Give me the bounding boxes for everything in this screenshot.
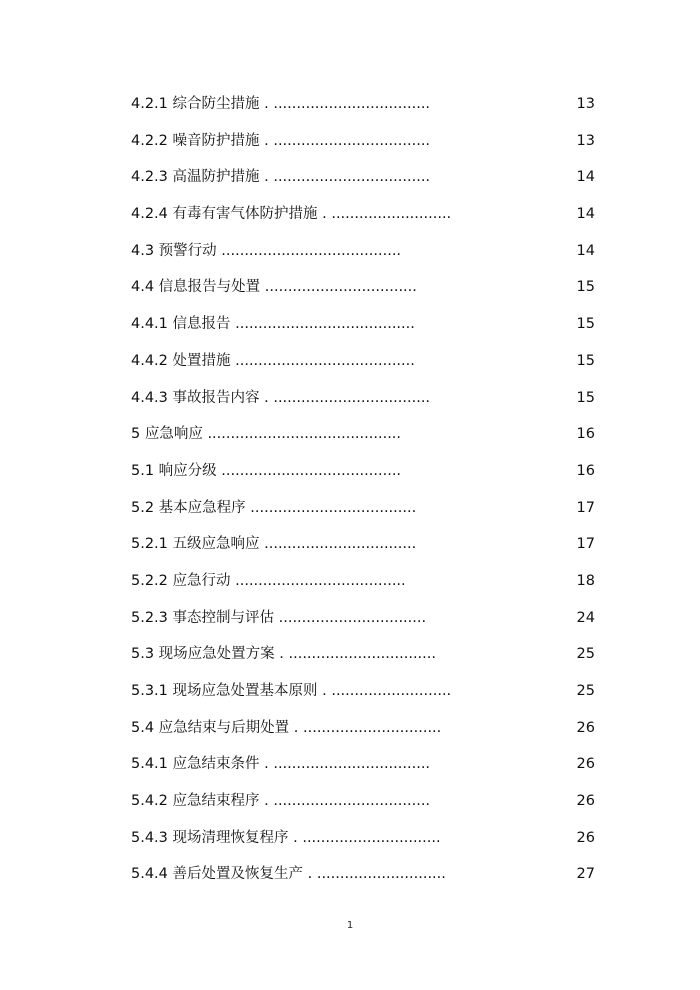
toc-entry-page: 27: [576, 866, 595, 883]
toc-entry-5-2-1[interactable]: [0, 526, 700, 563]
toc-entry-4-4[interactable]: [0, 269, 700, 306]
toc-entry-page: 16: [576, 426, 595, 443]
toc-entry-page: 26: [576, 719, 595, 736]
toc-entry-5[interactable]: [0, 416, 700, 453]
toc-entry-5-2-2[interactable]: [0, 563, 700, 600]
toc-entry-title: 4.2.4 有毒有害气体防护措施 . ..........................: [131, 206, 452, 223]
toc-entry-page: 26: [576, 756, 595, 773]
toc-entry-page: 26: [576, 829, 595, 846]
toc-entry-title: 4.4.1 信息报告 .......................................: [131, 316, 415, 333]
toc-entry-page: 15: [576, 316, 595, 333]
toc-entry-page: 15: [576, 352, 595, 369]
toc-entry-page: 15: [576, 389, 595, 406]
toc-entry-5-4-3[interactable]: [0, 820, 700, 857]
toc-entry-title: 5.3 现场应急处置方案 . ................................: [131, 646, 436, 663]
toc-entry-title: 5.4.1 应急结束条件 . ..................................: [131, 756, 431, 773]
toc-entry-title: 4.2.3 高温防护措施 . ..................................: [131, 169, 431, 186]
toc-entry-4-4-1[interactable]: [0, 306, 700, 343]
toc-entry-title: 4.2.1 综合防尘措施 . ..................................: [131, 96, 431, 112]
toc-entry-5-4[interactable]: [0, 710, 700, 747]
toc-entry-page: 25: [576, 646, 595, 663]
toc-entry-title: 5.3.1 现场应急处置基本原则 . ..........................: [131, 683, 452, 699]
toc-entry-4-2-3[interactable]: [0, 159, 700, 196]
toc-entry-5-2-3[interactable]: [0, 600, 700, 637]
toc-entry-title: 5.4 应急结束与后期处置 . ..............................: [131, 719, 442, 736]
toc-entry-title: 5.2.3 事态控制与评估 ................................: [131, 609, 427, 626]
toc-entry-title: 4.3 预警行动 .......................................: [131, 242, 402, 259]
toc-entry-5-4-4[interactable]: [0, 856, 700, 893]
toc-entry-title: 4.4.3 事故报告内容 . ..................................: [131, 389, 431, 406]
toc-entry-page: 13: [576, 96, 595, 112]
toc-entry-page: 18: [576, 572, 595, 589]
toc-entry-page: 14: [576, 206, 595, 223]
toc-entry-5-3-1[interactable]: [0, 673, 700, 710]
toc-entry-4-2-1[interactable]: [0, 86, 700, 123]
toc-entry-page: 13: [576, 132, 595, 149]
toc-entry-4-2-4[interactable]: [0, 196, 700, 233]
toc-entry-4-4-3[interactable]: [0, 380, 700, 417]
toc-entry-title: 5.4.2 应急结束程序 . ..................................: [131, 793, 431, 810]
toc-entry-page: 26: [576, 793, 595, 810]
toc-entry-title: 5.4.4 善后处置及恢复生产 . ............................: [131, 866, 446, 883]
toc-entry-5-1[interactable]: [0, 453, 700, 490]
toc-entry-page: 16: [576, 462, 595, 479]
toc-entry-title: 5.2.2 应急行动 .....................................: [131, 572, 406, 589]
toc-entry-4-3[interactable]: [0, 233, 700, 270]
toc-entry-title: 5.4.3 现场清理恢复程序 . ..............................: [131, 829, 441, 846]
toc-entry-page: 17: [576, 499, 595, 516]
table-of-contents: [0, 86, 700, 893]
toc-entry-title: 4.4.2 处置措施 .......................................: [131, 352, 415, 369]
toc-entry-page: 14: [576, 242, 595, 259]
toc-entry-page: 25: [576, 683, 595, 699]
toc-entry-title: 4.2.2 噪音防护措施 . ..................................: [131, 132, 431, 149]
toc-entry-4-4-2[interactable]: [0, 343, 700, 380]
page-number: 1: [346, 920, 354, 931]
toc-entry-5-4-1[interactable]: [0, 746, 700, 783]
toc-entry-page: 15: [576, 279, 595, 296]
toc-entry-page: 14: [576, 169, 595, 186]
toc-entry-4-2-2[interactable]: [0, 123, 700, 160]
toc-entry-title: 5.2 基本应急程序 ....................................: [131, 499, 417, 516]
toc-entry-title: 5.1 响应分级 .......................................: [131, 462, 402, 479]
toc-entry-title: 5 应急响应 ..........................................: [131, 426, 402, 443]
toc-entry-title: 4.4 信息报告与处置 .................................: [131, 279, 417, 296]
toc-entry-5-2[interactable]: [0, 490, 700, 527]
toc-entry-5-4-2[interactable]: [0, 783, 700, 820]
toc-entry-page: 17: [576, 536, 595, 553]
toc-entry-title: 5.2.1 五级应急响应 .................................: [131, 536, 417, 553]
toc-entry-5-3[interactable]: [0, 636, 700, 673]
toc-entry-page: 24: [576, 609, 595, 626]
